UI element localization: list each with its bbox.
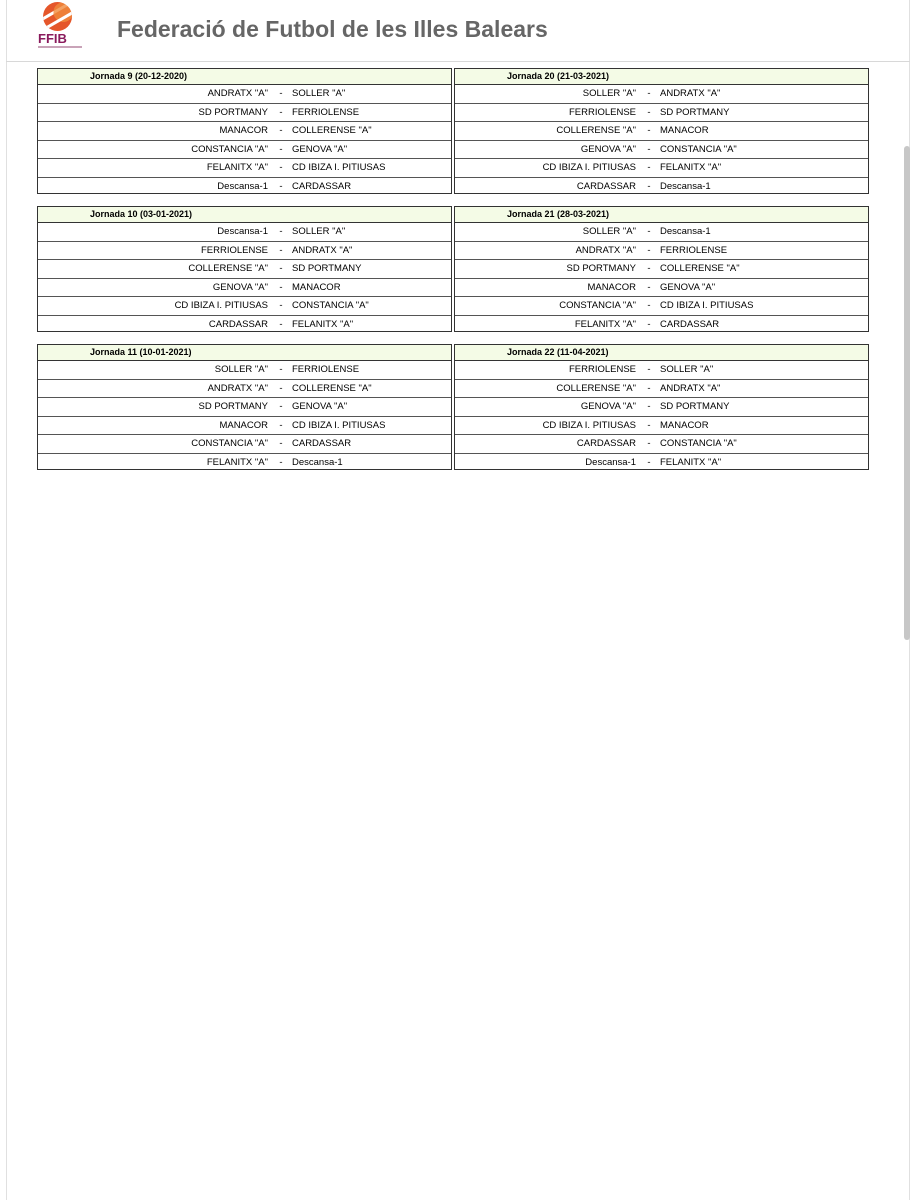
away-team: CONSTANCIA "A" xyxy=(660,438,737,449)
home-team: ANDRATX "A" xyxy=(207,88,268,99)
home-team: Descansa-1 xyxy=(217,180,268,192)
home-team: GENOVA "A" xyxy=(580,401,636,412)
match-row xyxy=(455,435,868,454)
home-team: SD PORTMANY xyxy=(198,401,268,412)
home-team: COLLERENSE "A" xyxy=(556,125,636,136)
match-row xyxy=(38,316,451,332)
match-separator: - xyxy=(647,401,651,412)
match-row xyxy=(455,242,868,261)
match-row xyxy=(38,361,451,380)
away-team: COLLERENSE "A" xyxy=(292,125,372,136)
round-title: Jornada 20 (21-03-2021) xyxy=(455,69,868,85)
away-team: Descansa-1 xyxy=(660,226,711,237)
home-team: MANACOR xyxy=(219,419,268,431)
away-team: ANDRATX "A" xyxy=(660,382,721,394)
match-row xyxy=(38,380,451,399)
match-separator: - xyxy=(279,364,283,375)
round-title: Jornada 21 (28-03-2021) xyxy=(455,207,868,223)
away-team: FERRIOLENSE xyxy=(292,106,360,118)
away-team: Descansa-1 xyxy=(292,456,343,468)
home-team: CARDASSAR xyxy=(576,180,636,192)
match-row xyxy=(455,398,868,417)
round-table xyxy=(37,68,452,194)
match-row xyxy=(455,141,868,160)
match-row xyxy=(38,242,451,261)
match-row xyxy=(455,85,868,104)
match-row xyxy=(38,223,451,242)
away-team: COLLERENSE "A" xyxy=(660,263,740,274)
match-separator: - xyxy=(279,162,283,173)
round-row-3 xyxy=(37,344,869,470)
home-team: CARDASSAR xyxy=(576,438,636,449)
home-team: FERRIOLENSE xyxy=(568,106,636,118)
match-row xyxy=(455,223,868,242)
home-team: FELANITX "A" xyxy=(574,318,636,330)
away-team: SOLLER "A" xyxy=(292,88,346,99)
round-row-2 xyxy=(37,206,869,332)
home-team: MANACOR xyxy=(587,281,636,293)
vertical-scrollbar[interactable] xyxy=(904,146,910,640)
away-team: CD IBIZA I. PITIUSAS xyxy=(292,419,386,431)
match-row xyxy=(455,297,868,316)
match-separator: - xyxy=(279,226,283,237)
match-separator: - xyxy=(279,281,283,293)
match-row xyxy=(455,417,868,436)
away-team: FELANITX "A" xyxy=(660,162,722,173)
match-separator: - xyxy=(279,438,283,449)
away-team: CARDASSAR xyxy=(660,318,720,330)
match-separator: - xyxy=(647,419,651,431)
match-row xyxy=(455,260,868,279)
match-row xyxy=(455,316,868,332)
match-separator: - xyxy=(647,162,651,173)
match-separator: - xyxy=(647,456,651,468)
away-team: CONSTANCIA "A" xyxy=(660,143,737,155)
away-team: ANDRATX "A" xyxy=(660,88,721,99)
home-team: SD PORTMANY xyxy=(198,106,268,118)
home-team: GENOVA "A" xyxy=(580,143,636,155)
round-title: Jornada 11 (10-01-2021) xyxy=(38,345,451,361)
away-team: FERRIOLENSE xyxy=(292,364,360,375)
home-team: FERRIOLENSE xyxy=(568,364,636,375)
away-team: SOLLER "A" xyxy=(292,226,346,237)
match-row xyxy=(38,159,451,178)
home-team: Descansa-1 xyxy=(585,456,636,468)
away-team: CD IBIZA I. PITIUSAS xyxy=(660,300,754,311)
away-team: SD PORTMANY xyxy=(660,401,730,412)
match-separator: - xyxy=(279,300,283,311)
match-separator: - xyxy=(647,226,651,237)
match-separator: - xyxy=(647,382,651,394)
away-team: COLLERENSE "A" xyxy=(292,382,372,394)
header-divider xyxy=(6,61,910,62)
home-team: MANACOR xyxy=(219,125,268,136)
match-separator: - xyxy=(279,263,283,274)
match-separator: - xyxy=(279,401,283,412)
away-team: GENOVA "A" xyxy=(292,143,348,155)
round-table xyxy=(454,206,869,332)
match-row xyxy=(455,178,868,194)
away-team: SOLLER "A" xyxy=(660,364,714,375)
match-row xyxy=(38,141,451,160)
home-team: ANDRATX "A" xyxy=(207,382,268,394)
match-row xyxy=(38,260,451,279)
match-separator: - xyxy=(279,419,283,431)
home-team: SOLLER "A" xyxy=(214,364,268,375)
match-separator: - xyxy=(279,88,283,99)
page-title: Federació de Futbol de les Illes Balears xyxy=(117,16,548,42)
match-separator: - xyxy=(279,143,283,155)
home-team: Descansa-1 xyxy=(217,226,268,237)
round-table xyxy=(37,344,452,470)
match-row xyxy=(38,297,451,316)
match-separator: - xyxy=(647,263,651,274)
match-separator: - xyxy=(647,318,651,330)
match-separator: - xyxy=(279,318,283,330)
home-team: SOLLER "A" xyxy=(582,88,636,99)
match-separator: - xyxy=(647,364,651,375)
round-title: Jornada 10 (03-01-2021) xyxy=(38,207,451,223)
away-team: SD PORTMANY xyxy=(292,263,362,274)
match-separator: - xyxy=(279,106,283,118)
match-row xyxy=(38,85,451,104)
match-row xyxy=(455,279,868,298)
round-table xyxy=(37,206,452,332)
match-separator: - xyxy=(647,88,651,99)
home-team: CD IBIZA I. PITIUSAS xyxy=(174,300,268,311)
match-separator: - xyxy=(279,180,283,192)
match-row xyxy=(455,122,868,141)
match-row xyxy=(455,361,868,380)
round-row-1 xyxy=(37,68,869,194)
match-separator: - xyxy=(647,244,651,256)
away-team: MANACOR xyxy=(292,281,341,293)
away-team: CD IBIZA I. PITIUSAS xyxy=(292,162,386,173)
match-row xyxy=(38,417,451,436)
match-row xyxy=(455,454,868,470)
home-team: CONSTANCIA "A" xyxy=(559,300,636,311)
home-team: SOLLER "A" xyxy=(582,226,636,237)
away-team: MANACOR xyxy=(660,419,709,431)
home-team: FELANITX "A" xyxy=(206,456,268,468)
home-team: CD IBIZA I. PITIUSAS xyxy=(542,162,636,173)
round-table xyxy=(454,68,869,194)
match-separator: - xyxy=(279,125,283,136)
match-row xyxy=(38,122,451,141)
match-row xyxy=(38,398,451,417)
away-team: SD PORTMANY xyxy=(660,106,730,118)
away-team: Descansa-1 xyxy=(660,180,711,192)
home-team: ANDRATX "A" xyxy=(575,244,636,256)
home-team: CONSTANCIA "A" xyxy=(191,438,268,449)
match-row xyxy=(455,104,868,123)
match-separator: - xyxy=(279,244,283,256)
match-row xyxy=(38,279,451,298)
away-team: MANACOR xyxy=(660,125,709,136)
away-team: ANDRATX "A" xyxy=(292,244,353,256)
match-separator: - xyxy=(647,125,651,136)
logo-underline xyxy=(38,46,82,48)
match-separator: - xyxy=(647,106,651,118)
home-team: GENOVA "A" xyxy=(212,281,268,293)
round-title: Jornada 22 (11-04-2021) xyxy=(455,345,868,361)
away-team: FELANITX "A" xyxy=(292,318,354,330)
match-separator: - xyxy=(647,438,651,449)
match-row xyxy=(38,104,451,123)
page-header xyxy=(0,0,919,62)
away-team: FELANITX "A" xyxy=(660,456,722,468)
home-team: SD PORTMANY xyxy=(566,263,636,274)
round-table xyxy=(454,344,869,470)
away-team: GENOVA "A" xyxy=(292,401,348,412)
away-team: CARDASSAR xyxy=(292,438,352,449)
match-row xyxy=(38,454,451,470)
match-separator: - xyxy=(279,382,283,394)
match-row xyxy=(38,178,451,194)
match-row xyxy=(38,435,451,454)
away-team: CONSTANCIA "A" xyxy=(292,300,369,311)
match-separator: - xyxy=(279,456,283,468)
ffib-logo xyxy=(36,2,84,52)
ball-icon xyxy=(43,2,72,31)
match-row xyxy=(455,380,868,399)
home-team: FELANITX "A" xyxy=(206,162,268,173)
home-team: FERRIOLENSE xyxy=(200,244,268,256)
away-team: CARDASSAR xyxy=(292,180,352,192)
home-team: CARDASSAR xyxy=(208,318,268,330)
round-title: Jornada 9 (20-12-2020) xyxy=(38,69,451,85)
match-separator: - xyxy=(647,143,651,155)
home-team: COLLERENSE "A" xyxy=(188,263,268,274)
match-row xyxy=(455,159,868,178)
match-separator: - xyxy=(647,281,651,293)
home-team: CONSTANCIA "A" xyxy=(191,143,268,155)
home-team: COLLERENSE "A" xyxy=(556,382,636,394)
logo-text: FFIB xyxy=(38,31,67,46)
away-team: GENOVA "A" xyxy=(660,281,716,293)
away-team: FERRIOLENSE xyxy=(660,244,728,256)
match-separator: - xyxy=(647,180,651,192)
home-team: CD IBIZA I. PITIUSAS xyxy=(542,419,636,431)
match-separator: - xyxy=(647,300,651,311)
